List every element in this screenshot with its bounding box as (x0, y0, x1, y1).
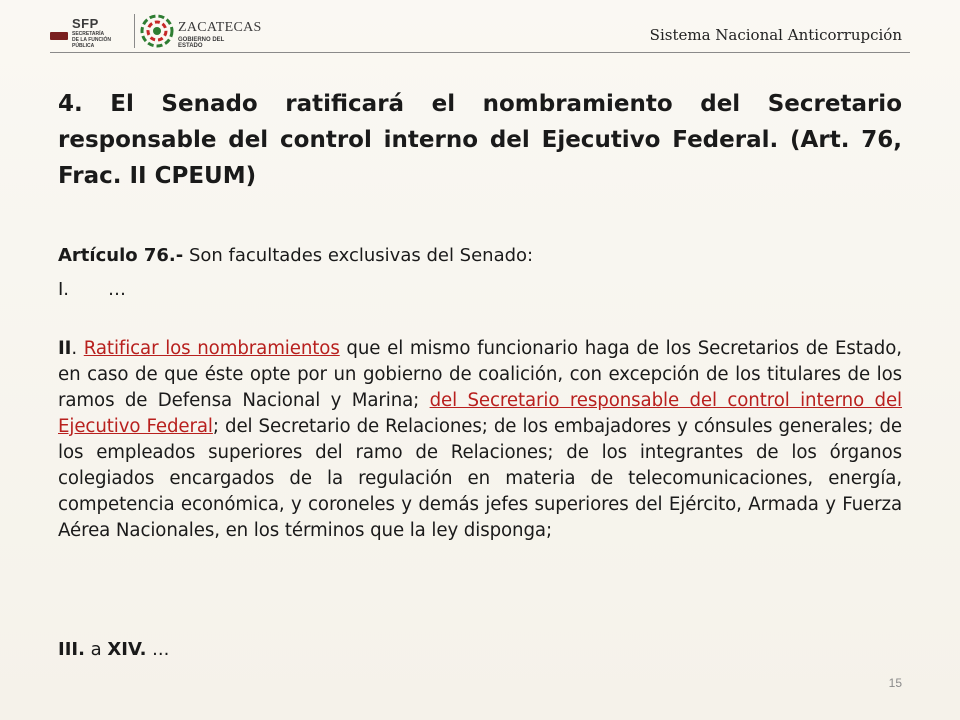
highlight-ratificar: Ratificar los nombramientos (83, 338, 340, 359)
item-ii-number: II (58, 338, 72, 359)
logo-divider (134, 14, 135, 48)
item-i-number: I. (58, 279, 70, 300)
header-divider (50, 52, 910, 53)
item-iii-xiv (58, 636, 902, 664)
item-ii-paragraph (58, 336, 902, 544)
item-ii-text-1: que el mismo funcionario haga de los Secretarios de Estado, en caso de que éste opte por un gobierno de coalición, con excepción de los titulares de los ramos de Defensa Nacional y Marina; (58, 338, 902, 411)
sfp-logo-text: SFP (72, 16, 99, 31)
sfp-logo (50, 16, 128, 50)
item-iii-joiner: a (84, 639, 108, 660)
item-i-text: … (108, 279, 126, 300)
page-number: 15 (888, 676, 902, 690)
article-heading (58, 242, 902, 270)
zacatecas-logo-text: ZACATECAS (178, 20, 262, 35)
item-ii-text-2: ; del Secretario de Relaciones; de los embajadores y cónsules generales; de los empleados superiores del ramo de Relaciones; de los integrantes de los órganos colegiados encargados de la regulación en materia de telecomunicaciones, energía, competencia económica, y coroneles y demás jefes superiores del Ejército, Armada y Fuerza Aérea Nacionales, en los términos que la ley disponga; (58, 416, 903, 541)
zacatecas-emblem-icon (140, 14, 174, 48)
header (0, 0, 960, 70)
slide-title: 4. El Senado ratificará el nombramiento del Secretario responsable del control interno del Ejecutivo Federal. (Art. 76, Frac. II CPEUM) (58, 91, 902, 189)
article-label: Artículo 76.- (58, 245, 184, 266)
item-iii-to: XIV. (107, 639, 147, 660)
zacatecas-logo (140, 12, 262, 52)
logos (50, 12, 262, 52)
item-ii-separator: . (71, 338, 84, 359)
zacatecas-logo-subtitle: GOBIERNO DEL ESTADO (178, 37, 225, 49)
item-i (58, 276, 902, 304)
sfp-logo-subtitle: SECRETARÍA DE LA FUNCIÓN PÚBLICA (72, 31, 111, 49)
sfp-band-icon (50, 32, 68, 40)
item-iii-rest: ... (146, 639, 170, 660)
highlight-secretario: del Secretario responsable del control interno del Ejecutivo Federal (58, 390, 902, 437)
article-text: Son facultades exclusivas del Senado: (183, 245, 534, 266)
item-iii-from: III. (58, 639, 85, 660)
header-title: Sistema Nacional Anticorrupción (649, 26, 902, 44)
